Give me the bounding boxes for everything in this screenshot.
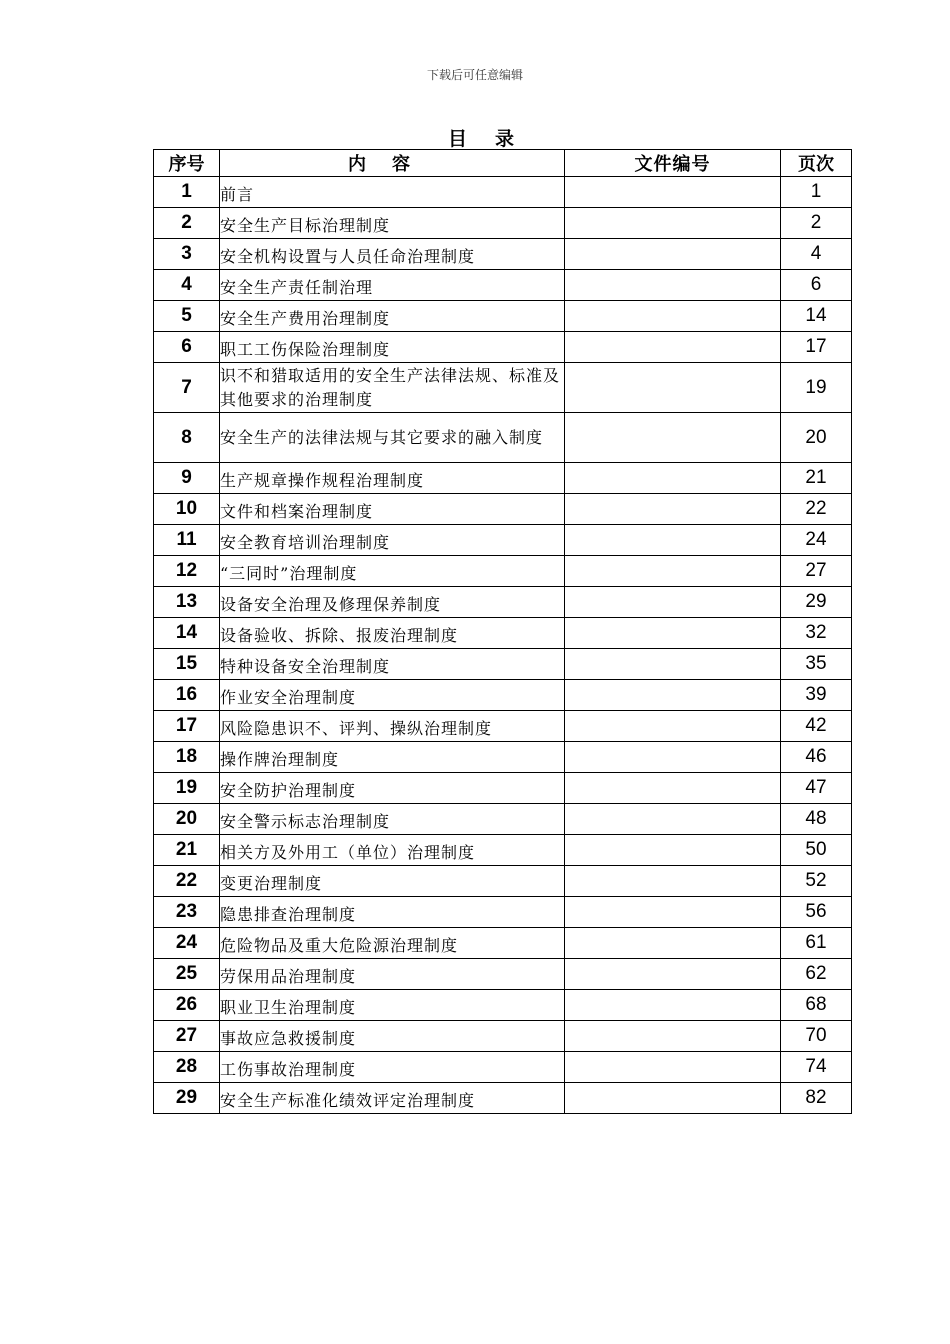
row-number: 22 — [154, 866, 220, 897]
row-number: 9 — [154, 463, 220, 494]
row-content: 安全生产费用治理制度 — [220, 301, 565, 332]
row-content: 变更治理制度 — [220, 866, 565, 897]
row-page: 22 — [781, 494, 852, 525]
toc-row — [154, 835, 852, 866]
toc-row — [154, 239, 852, 270]
row-page: 70 — [781, 1021, 852, 1052]
toc-row — [154, 525, 852, 556]
toc-row — [154, 1021, 852, 1052]
row-page: 52 — [781, 866, 852, 897]
row-file-code — [565, 525, 781, 556]
row-file-code — [565, 463, 781, 494]
row-page: 42 — [781, 711, 852, 742]
row-page: 4 — [781, 239, 852, 270]
row-page: 19 — [781, 363, 852, 413]
header-page: 页次 — [781, 150, 852, 177]
row-number: 12 — [154, 556, 220, 587]
row-number: 5 — [154, 301, 220, 332]
row-file-code — [565, 1052, 781, 1083]
row-number: 6 — [154, 332, 220, 363]
row-page: 74 — [781, 1052, 852, 1083]
row-file-code — [565, 959, 781, 990]
toc-row — [154, 928, 852, 959]
toc-row — [154, 773, 852, 804]
row-content: 相关方及外用工（单位）治理制度 — [220, 835, 565, 866]
row-file-code — [565, 239, 781, 270]
row-file-code — [565, 649, 781, 680]
row-content: 隐患排查治理制度 — [220, 897, 565, 928]
row-number: 21 — [154, 835, 220, 866]
row-content: 生产规章操作规程治理制度 — [220, 463, 565, 494]
row-page: 62 — [781, 959, 852, 990]
row-number: 2 — [154, 208, 220, 239]
toc-row — [154, 413, 852, 463]
row-number: 10 — [154, 494, 220, 525]
toc-row — [154, 1052, 852, 1083]
row-number: 7 — [154, 363, 220, 413]
row-number: 26 — [154, 990, 220, 1021]
row-number: 18 — [154, 742, 220, 773]
row-file-code — [565, 177, 781, 208]
row-page: 47 — [781, 773, 852, 804]
row-page: 2 — [781, 208, 852, 239]
toc-row — [154, 556, 852, 587]
row-page: 68 — [781, 990, 852, 1021]
row-page: 21 — [781, 463, 852, 494]
toc-row — [154, 866, 852, 897]
row-file-code — [565, 587, 781, 618]
row-content: 文件和档案治理制度 — [220, 494, 565, 525]
row-content: 职业卫生治理制度 — [220, 990, 565, 1021]
toc-row — [154, 742, 852, 773]
row-page: 6 — [781, 270, 852, 301]
row-page: 61 — [781, 928, 852, 959]
row-content: 安全生产目标治理制度 — [220, 208, 565, 239]
row-page: 20 — [781, 413, 852, 463]
row-file-code — [565, 208, 781, 239]
row-content: 识不和猎取适用的安全生产法律法规、标准及其他要求的治理制度 — [220, 363, 565, 413]
row-content: 风险隐患识不、评判、操纵治理制度 — [220, 711, 565, 742]
toc-row — [154, 897, 852, 928]
row-number: 24 — [154, 928, 220, 959]
header-no: 序号 — [154, 150, 220, 177]
toc-row — [154, 463, 852, 494]
row-page: 14 — [781, 301, 852, 332]
row-number: 15 — [154, 649, 220, 680]
page-header: 下载后可任意编辑 — [426, 68, 523, 82]
row-number: 27 — [154, 1021, 220, 1052]
row-number: 23 — [154, 897, 220, 928]
row-number: 19 — [154, 773, 220, 804]
row-number: 3 — [154, 239, 220, 270]
row-page: 35 — [781, 649, 852, 680]
row-page: 82 — [781, 1083, 852, 1114]
toc-row — [154, 959, 852, 990]
row-page: 29 — [781, 587, 852, 618]
row-file-code — [565, 680, 781, 711]
row-page: 17 — [781, 332, 852, 363]
row-content: 安全生产责任制治理 — [220, 270, 565, 301]
row-file-code — [565, 742, 781, 773]
row-number: 17 — [154, 711, 220, 742]
toc-row — [154, 363, 852, 413]
row-content: 安全教育培训治理制度 — [220, 525, 565, 556]
row-content: 职工工伤保险治理制度 — [220, 332, 565, 363]
row-content: 安全生产的法律法规与其它要求的融入制度 — [220, 413, 565, 463]
row-page: 50 — [781, 835, 852, 866]
toc-header-row — [154, 150, 852, 177]
toc-row — [154, 301, 852, 332]
row-file-code — [565, 804, 781, 835]
row-content: 设备安全治理及修理保养制度 — [220, 587, 565, 618]
toc-row — [154, 680, 852, 711]
row-file-code — [565, 556, 781, 587]
row-file-code — [565, 1083, 781, 1114]
toc-row — [154, 587, 852, 618]
toc-row — [154, 208, 852, 239]
row-content: 事故应急救援制度 — [220, 1021, 565, 1052]
row-number: 28 — [154, 1052, 220, 1083]
toc-row — [154, 711, 852, 742]
row-page: 1 — [781, 177, 852, 208]
toc-row — [154, 649, 852, 680]
row-number: 20 — [154, 804, 220, 835]
row-number: 1 — [154, 177, 220, 208]
row-page: 32 — [781, 618, 852, 649]
row-file-code — [565, 835, 781, 866]
row-file-code — [565, 413, 781, 463]
row-content: 安全机构设置与人员任命治理制度 — [220, 239, 565, 270]
row-content: 危险物品及重大危险源治理制度 — [220, 928, 565, 959]
row-file-code — [565, 711, 781, 742]
row-content: 工伤事故治理制度 — [220, 1052, 565, 1083]
toc-title: 目录 — [447, 128, 542, 150]
toc-row — [154, 177, 852, 208]
row-page: 48 — [781, 804, 852, 835]
header-code: 文件编号 — [565, 150, 781, 177]
row-number: 14 — [154, 618, 220, 649]
header-content: 内容 — [220, 150, 565, 177]
row-page: 56 — [781, 897, 852, 928]
row-number: 29 — [154, 1083, 220, 1114]
toc-row — [154, 494, 852, 525]
toc-table — [153, 149, 852, 1114]
row-number: 11 — [154, 525, 220, 556]
row-file-code — [565, 363, 781, 413]
row-content: 安全生产标准化绩效评定治理制度 — [220, 1083, 565, 1114]
toc-row — [154, 332, 852, 363]
row-page: 24 — [781, 525, 852, 556]
toc-row — [154, 1083, 852, 1114]
row-content: 设备验收、拆除、报废治理制度 — [220, 618, 565, 649]
row-file-code — [565, 866, 781, 897]
row-page: 39 — [781, 680, 852, 711]
row-content: 特种设备安全治理制度 — [220, 649, 565, 680]
row-content: 安全防护治理制度 — [220, 773, 565, 804]
row-file-code — [565, 332, 781, 363]
row-file-code — [565, 618, 781, 649]
row-content: 操作牌治理制度 — [220, 742, 565, 773]
row-content: 劳保用品治理制度 — [220, 959, 565, 990]
toc-row — [154, 804, 852, 835]
row-content: 安全警示标志治理制度 — [220, 804, 565, 835]
row-content: 前言 — [220, 177, 565, 208]
row-number: 4 — [154, 270, 220, 301]
row-file-code — [565, 773, 781, 804]
row-file-code — [565, 270, 781, 301]
row-file-code — [565, 301, 781, 332]
toc-row — [154, 270, 852, 301]
toc-body — [154, 177, 852, 1114]
row-file-code — [565, 1021, 781, 1052]
row-number: 8 — [154, 413, 220, 463]
row-file-code — [565, 928, 781, 959]
row-page: 46 — [781, 742, 852, 773]
toc-row — [154, 618, 852, 649]
row-file-code — [565, 897, 781, 928]
row-number: 13 — [154, 587, 220, 618]
row-file-code — [565, 990, 781, 1021]
row-content: 作业安全治理制度 — [220, 680, 565, 711]
row-page: 27 — [781, 556, 852, 587]
row-number: 25 — [154, 959, 220, 990]
row-content: “三同时”治理制度 — [220, 556, 565, 587]
toc-row — [154, 990, 852, 1021]
row-number: 16 — [154, 680, 220, 711]
row-file-code — [565, 494, 781, 525]
